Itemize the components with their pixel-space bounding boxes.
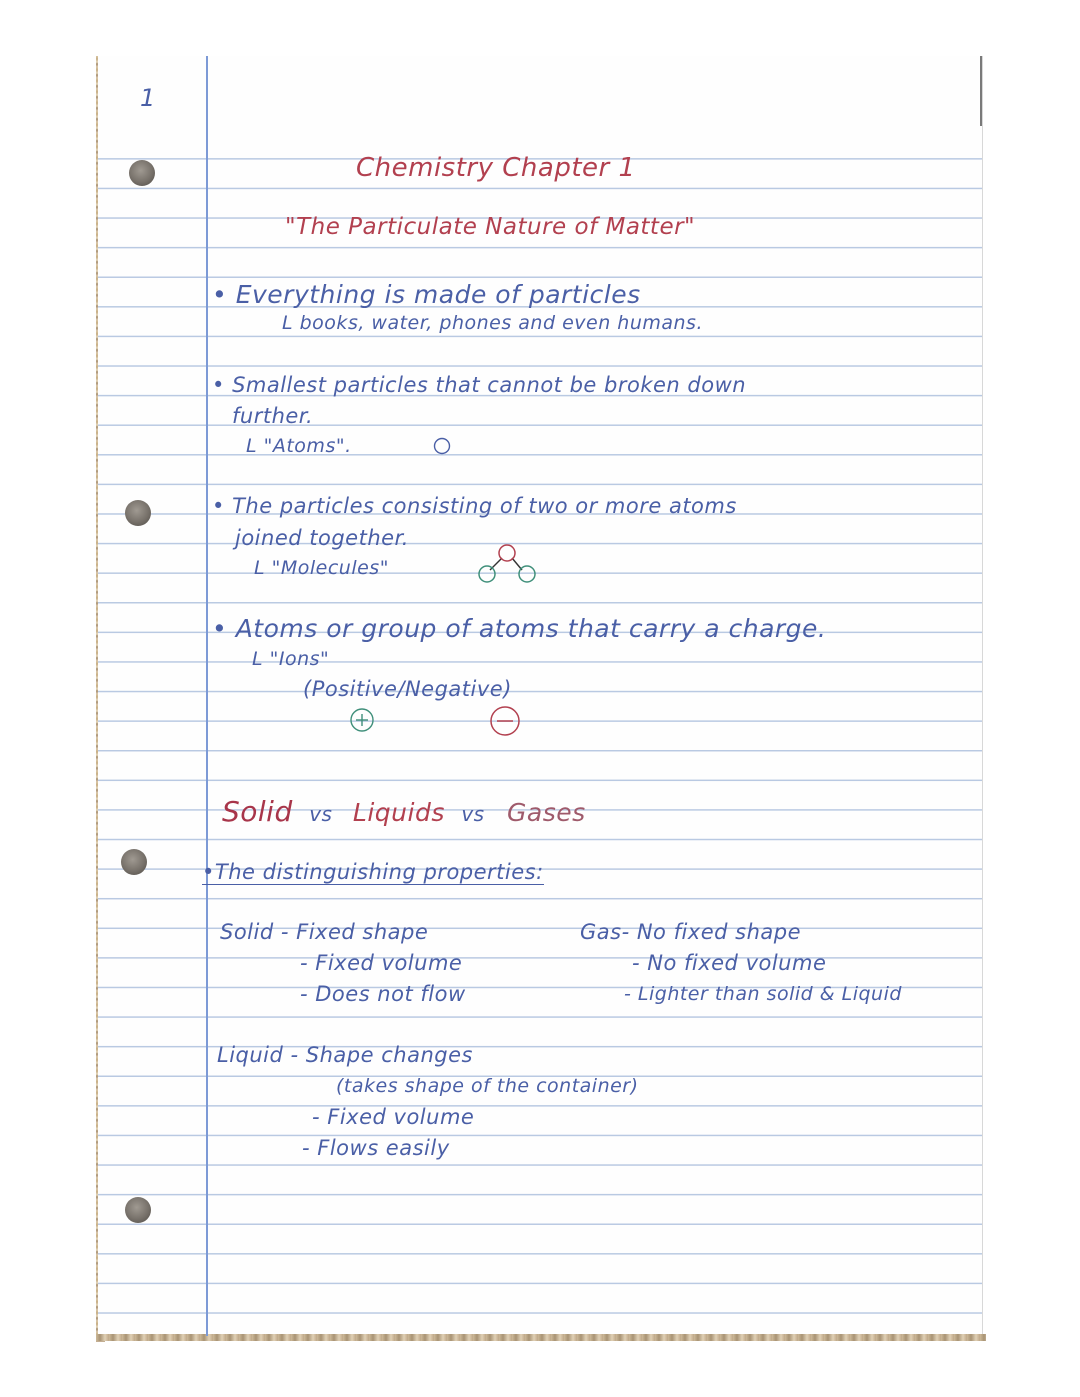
gas-item: - No fixed volume [632,951,827,975]
section-heading-states-of-matter [222,795,586,828]
liquid-item: - Fixed volume [312,1105,475,1129]
margin-line [206,56,208,1336]
note-sub-atoms: L "Atoms". [246,435,352,457]
subheading-distinguishing-properties [202,860,544,884]
subheading-text: •The distinguishing properties: [202,860,544,884]
solid-label [220,920,428,944]
liquid-label-text: Liquid [217,1043,284,1067]
liquid-item-note: (takes shape of the container) [336,1075,639,1097]
page-header-space [98,56,982,146]
positive-ion-icon [348,706,376,734]
solid-item: - Fixed shape [280,920,429,944]
solid-item: - Does not flow [300,982,466,1006]
heading-liquids: Liquids [352,798,445,827]
notebook-page [98,56,983,1340]
punch-hole [125,500,151,526]
note-sub-ions: L "Ions" [252,648,330,670]
heading-solid: Solid [222,795,293,828]
page-corner-shadow [980,56,982,126]
heading-gases: Gases [507,798,586,827]
paper-bottom-edge [96,1334,986,1341]
note-text: Everything is made of particles [235,280,641,309]
solid-item: - Fixed volume [300,951,463,975]
note-bullet-particles: • Everything is made of particles [212,280,641,309]
page-number: 1 [140,84,156,112]
gas-label [580,920,801,944]
note-sub-examples: L books, water, phones and even humans. [282,312,703,334]
heading-vs: vs [461,802,485,826]
page-title: Chemistry Chapter 1 [356,153,636,183]
liquid-label [217,1043,473,1067]
page-subtitle: "The Particulate Nature of Matter" [285,214,696,240]
note-text: Atoms or group of atoms that carry a charge. [235,614,827,643]
solid-label-text: Solid [220,920,274,944]
punch-hole [125,1197,151,1223]
punch-hole [121,849,147,875]
note-continuation: further. [232,404,314,428]
gas-label-text: Gas [580,920,622,944]
note-text: Smallest particles that cannot be broken down [232,373,747,397]
note-bullet-atoms: • Smallest particles that cannot be broken down [212,373,747,397]
note-continuation: joined together. [235,526,409,550]
gas-item: - Lighter than solid & Liquid [624,983,902,1005]
note-bullet-ions: • Atoms or group of atoms that carry a charge. [212,614,827,643]
gas-item: - No fixed shape [621,920,802,944]
note-sub-molecules: L "Molecules" [254,557,389,579]
note-sub-charge: (Positive/Negative) [303,677,512,701]
heading-vs: vs [309,802,333,826]
liquid-item: - Flows easily [302,1136,450,1160]
liquid-item: - Shape changes [290,1043,473,1067]
punch-hole [129,160,155,186]
note-bullet-molecules: • The particles consisting of two or more atoms [212,494,737,518]
atom-circle-icon [433,437,451,455]
note-text: The particles consisting of two or more atoms [232,494,737,518]
molecule-icon [474,542,540,586]
negative-ion-icon [487,705,523,737]
